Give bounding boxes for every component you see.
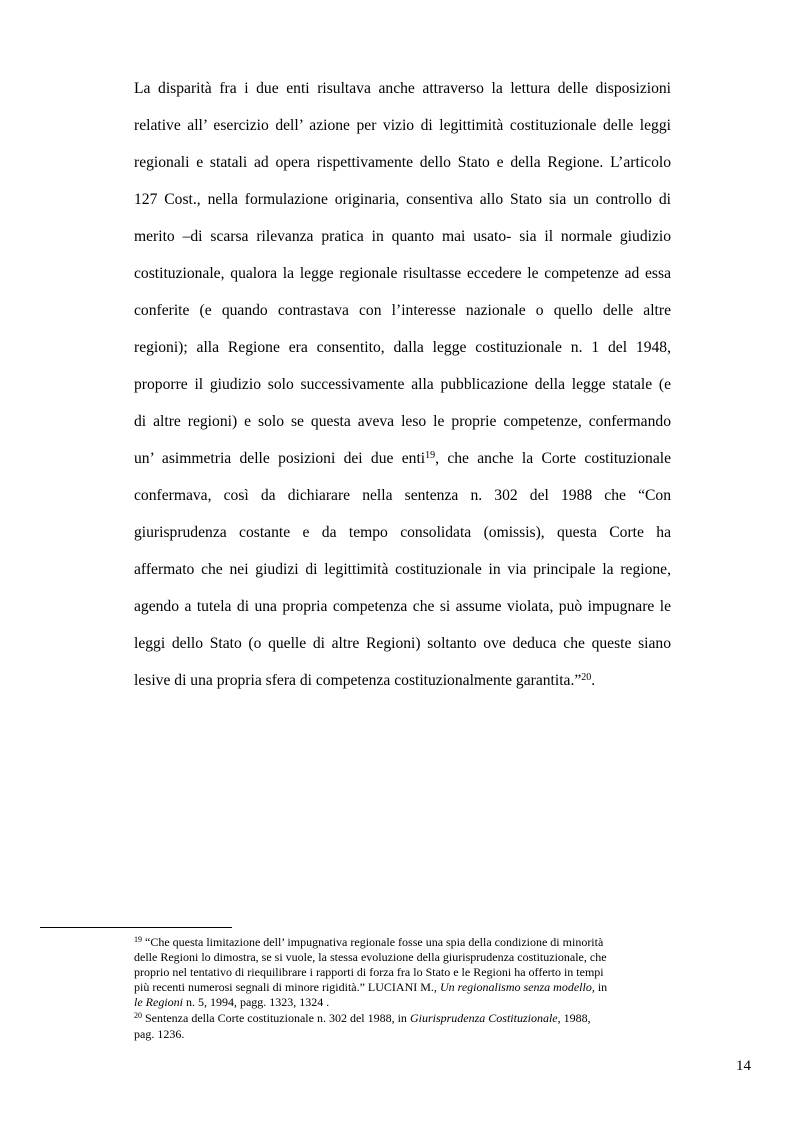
footnote-19-journal-title: le Regioni	[134, 995, 183, 1009]
footnote-19-line-4-text: più recenti numerosi segnali di minore rigidità.” LUCIANI M.,	[134, 980, 440, 994]
body-line-12: confermava, così da dichiarare nella sentenza n. 302 del 1988 che “Con	[134, 487, 671, 504]
body-line-15: agendo a tutela di una propria competenza che si assume violata, può impugnare le	[134, 598, 671, 615]
body-line-2: relative all’ esercizio dell’ azione per vizio di legittimità costituzionale delle leggi	[134, 117, 671, 134]
body-line-7: conferite (e quando contrastava con l’interesse nazionale o quello delle altre	[134, 302, 671, 319]
footnote-19-line-4	[134, 980, 674, 995]
body-line-14: affermato che nei giudizi di legittimità costituzionale in via principale la regione,	[134, 561, 671, 578]
footnote-ref-20[interactable]: 20	[581, 672, 592, 683]
body-line-13: giurisprudenza costante e da tempo consolidata (omissis), questa Corte ha	[134, 524, 671, 541]
footnote-19-line-2: delle Regioni lo dimostra, se si vuole, la stessa evoluzione della giurisprudenza costituzionale, che	[134, 950, 607, 964]
footnote-20-journal-title: Giurisprudenza Costituzionale	[409, 1011, 558, 1025]
footnote-20-number: 20	[134, 1011, 142, 1020]
footnote-ref-19[interactable]: 19	[425, 450, 436, 461]
body-line-3: regionali e statali ad opera rispettivamente dello Stato e della Regione. L’articolo	[134, 154, 671, 171]
footnote-19-book-title: Un regionalismo senza modello	[439, 980, 592, 994]
body-line-11-text: un’ asimmetria delle posizioni dei due enti	[134, 450, 426, 467]
body-line-9: proporre il giudizio solo successivamente alla pubblicazione della legge statale (e	[134, 376, 671, 393]
body-line-5: merito –di scarsa rilevanza pratica in quanto mai usato- sia il normale giudizio	[134, 228, 671, 245]
footnote-19-line-1	[134, 935, 674, 950]
body-line-10: di altre regioni) e solo se questa aveva leso le proprie competenze, confermando	[134, 413, 671, 430]
footnote-19-number: 19	[134, 935, 142, 944]
body-line-17-text-end: .	[591, 672, 596, 689]
body-line-17	[134, 671, 671, 691]
footnote-19-text: “Che questa limitazione dell’ impugnativa regionale fosse una spia della condizione di minorità	[142, 935, 604, 949]
footnote-20-line-1-end: , 1988,	[557, 1011, 591, 1025]
footnote-19-line-5-end: n. 5, 1994, pagg. 1323, 1324 .	[182, 995, 330, 1009]
body-line-4: 127 Cost., nella formulazione originaria, consentiva allo Stato sia un controllo di	[134, 191, 671, 208]
body-line-1: La disparità fra i due enti risultava anche attraverso la lettura delle disposizioni	[134, 80, 671, 97]
footnote-20-line-2: pag. 1236.	[134, 1027, 185, 1041]
footnote-20-text: Sentenza della Corte costituzionale n. 302 del 1988, in	[142, 1011, 410, 1025]
body-line-17-text: lesive di una propria sfera di competenza costituzionalmente garantita.”	[134, 672, 582, 689]
body-line-16: leggi dello Stato (o quelle di altre Regioni) soltanto ove deduca che queste siano	[134, 635, 671, 652]
footnote-separator	[40, 927, 232, 928]
body-line-6: costituzionale, qualora la legge regionale risultasse eccedere le competenze ad essa	[134, 265, 671, 282]
body-line-8: regioni); alla Regione era consentito, dalla legge costituzionale n. 1 del 1948,	[134, 339, 671, 356]
page-number: 14	[736, 1058, 751, 1074]
footnote-19-line-3: proprio nel tentativo di riequilibrare i rapporti di forza fra lo Stato e le Regioni ha offerto in tempi	[134, 965, 604, 979]
footnote-20-line-1	[134, 1011, 674, 1026]
footnote-19-line-5	[134, 995, 674, 1010]
footnote-19-line-4-end: , in	[591, 980, 608, 994]
body-line-11-text-end: , che anche la Corte costituzionale	[435, 450, 672, 467]
body-line-11	[134, 449, 671, 469]
